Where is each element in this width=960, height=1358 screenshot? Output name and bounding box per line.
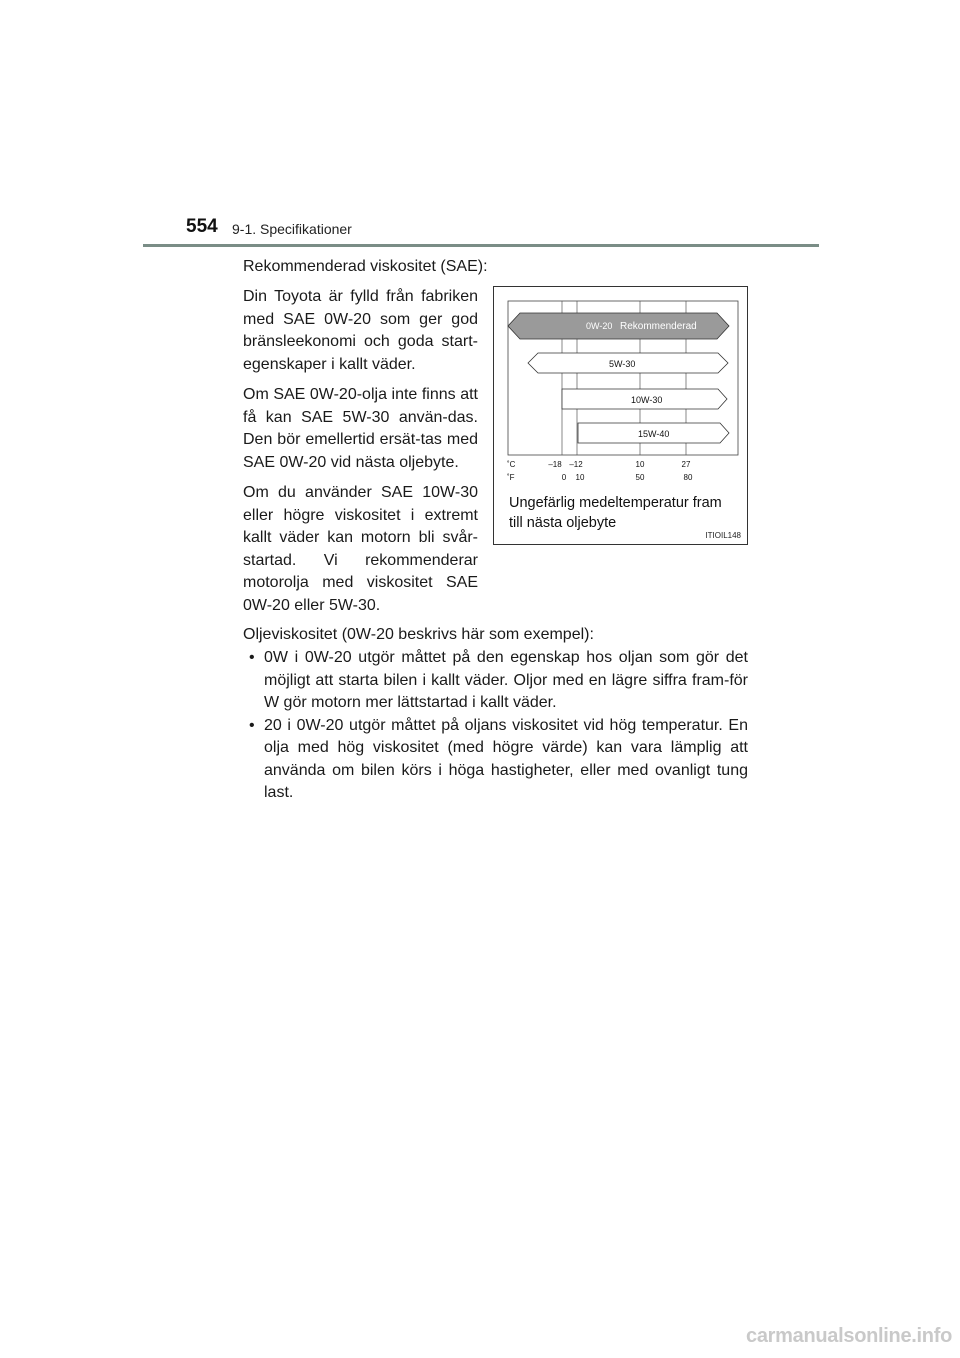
bullet-text: 0W i 0W-20 utgör måttet på den egenskap hos oljan som gör det möjligt att starta bilen i kallt väder. Oljor med en lägre siffra fram-för W gör motorn mer lättstartad i kallt väder.: [264, 649, 748, 711]
bar-10w30-grade: 10W-30: [631, 395, 663, 405]
list-item: [243, 715, 748, 805]
celsius-tick: 27: [681, 460, 691, 469]
viscosity-bullet-list: [243, 647, 748, 805]
bar-0w20-note: Rekommenderad: [620, 321, 697, 332]
viscosity-intro: Oljeviskositet (0W-20 beskrivs här som exempel):: [243, 626, 594, 643]
bar-0w20-grade: 0W-20: [586, 321, 613, 331]
watermark: carmanualsonline.info: [746, 1325, 952, 1347]
viscosity-figure: [493, 286, 748, 545]
substitute-oil-paragraph: Om SAE 0W-20-olja inte finns att få kan SAE 5W-30 använ-das. Den bör emellertid ersät-tas med SAE 0W-20 vid nästa oljebyte.: [243, 386, 478, 471]
bar-15w40-grade: 15W-40: [638, 429, 670, 439]
page-number: 554: [186, 216, 218, 237]
bullet-dot: •: [249, 649, 255, 666]
left-column-text: [243, 286, 478, 625]
figure-code: ITIOIL148: [705, 531, 741, 540]
fahrenheit-tick: 50: [635, 473, 645, 482]
fahrenheit-tick: 10: [575, 473, 585, 482]
celsius-tick: 10: [635, 460, 645, 469]
celsius-tick: –12: [569, 460, 583, 469]
figure-caption: Ungefärlig medeltemperatur fram till nästa oljebyte: [509, 495, 722, 531]
fahrenheit-tick: 80: [683, 473, 693, 482]
bar-5w30-grade: 5W-30: [609, 359, 636, 369]
celsius-tick: –18: [548, 460, 562, 469]
bullet-text: 20 i 0W-20 utgör måttet på oljans viskositet vid hög temperatur. En olja med hög viskositet (med högre värde) kan vara lämplig att använda om bilen körs i höga hastigheter, eller med ovanligt tung last.: [264, 716, 748, 801]
cold-weather-paragraph: Om du använder SAE 10W-30 eller högre viskositet i extremt kallt väder kan motorn bli svår-startad. Vi rekommenderar motorolja med viskositet SAE 0W-20 eller 5W-30.: [243, 484, 478, 614]
bullet-dot: •: [249, 716, 255, 734]
celsius-unit: ˚C: [507, 460, 516, 469]
list-item: [243, 647, 748, 715]
fahrenheit-unit: ˚F: [507, 473, 515, 482]
section-title: 9-1. Specifikationer: [232, 221, 352, 237]
factory-fill-paragraph: Din Toyota är fylld från fabriken med SAE 0W-20 som ger god bränsleekonomi och goda start-egenskaper i kallt väder.: [243, 288, 478, 373]
recommended-viscosity-heading: Rekommenderad viskositet (SAE):: [243, 258, 488, 275]
header-divider: [143, 244, 819, 247]
fahrenheit-tick: 0: [561, 473, 567, 482]
